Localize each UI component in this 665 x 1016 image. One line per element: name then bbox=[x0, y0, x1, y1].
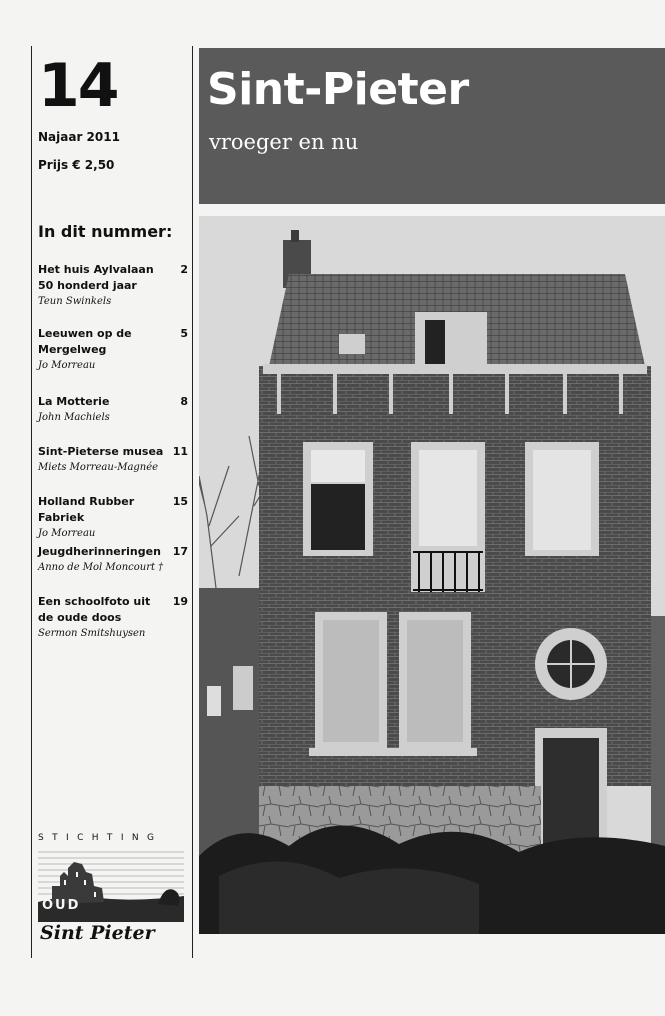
issue-season: Najaar 2011 bbox=[38, 130, 120, 144]
logo-name-text: Sint Pieter bbox=[40, 922, 155, 944]
toc-item-page: 8 bbox=[180, 395, 188, 408]
toc-item-title: Holland Rubber Fabriek bbox=[38, 495, 135, 524]
toc-item[interactable] bbox=[38, 494, 188, 544]
toc-item-title: Het huis Aylvalaan 50 honderd jaar bbox=[38, 263, 154, 292]
toc-item-author: Jo Morreau bbox=[38, 360, 96, 371]
toc-item[interactable] bbox=[38, 262, 188, 326]
masthead-banner bbox=[199, 48, 665, 204]
toc-item-author: Sermon Smitshuysen bbox=[38, 628, 146, 639]
foundation-logo bbox=[38, 832, 188, 958]
toc-item-page: 19 bbox=[172, 595, 188, 608]
toc-item-author: Miets Morreau-Magnée bbox=[38, 462, 159, 473]
magazine-subtitle: vroeger en nu bbox=[209, 130, 359, 154]
toc-item[interactable] bbox=[38, 594, 188, 646]
toc-item-title: Jeugdherinneringen bbox=[38, 545, 161, 558]
toc-item-page: 17 bbox=[172, 545, 188, 558]
logo-top-text: STICHTING bbox=[38, 833, 163, 843]
toc-item-title: La Motterie bbox=[38, 395, 110, 408]
toc-item-page: 2 bbox=[180, 263, 188, 276]
logo-oud-text: OUD bbox=[42, 898, 81, 913]
issue-number: 14 bbox=[38, 51, 118, 121]
issue-price: Prijs € 2,50 bbox=[38, 158, 115, 172]
toc-item[interactable] bbox=[38, 444, 188, 494]
toc-item-author: Teun Swinkels bbox=[38, 296, 112, 307]
toc-item-title: Leeuwen op de Mergelweg bbox=[38, 327, 132, 356]
magazine-title: Sint-Pieter bbox=[207, 64, 469, 115]
toc-item-author: Jo Morreau bbox=[38, 528, 96, 539]
toc-heading: In dit nummer: bbox=[38, 222, 173, 241]
toc-item-page: 5 bbox=[180, 327, 188, 340]
toc-item-page: 15 bbox=[172, 495, 188, 508]
cover-photo-house bbox=[199, 216, 665, 934]
toc-item[interactable] bbox=[38, 394, 188, 444]
toc-item-title: Sint-Pieterse musea bbox=[38, 445, 164, 458]
table-of-contents bbox=[38, 262, 188, 646]
toc-item-title: Een schoolfoto uit de oude doos bbox=[38, 595, 151, 624]
toc-item[interactable] bbox=[38, 544, 188, 594]
toc-item-page: 11 bbox=[172, 445, 188, 458]
toc-item[interactable] bbox=[38, 326, 188, 394]
toc-item-author: Anno de Mol Moncourt † bbox=[38, 562, 164, 573]
toc-item-author: John Machiels bbox=[38, 412, 110, 423]
sidebar-column bbox=[31, 46, 193, 958]
